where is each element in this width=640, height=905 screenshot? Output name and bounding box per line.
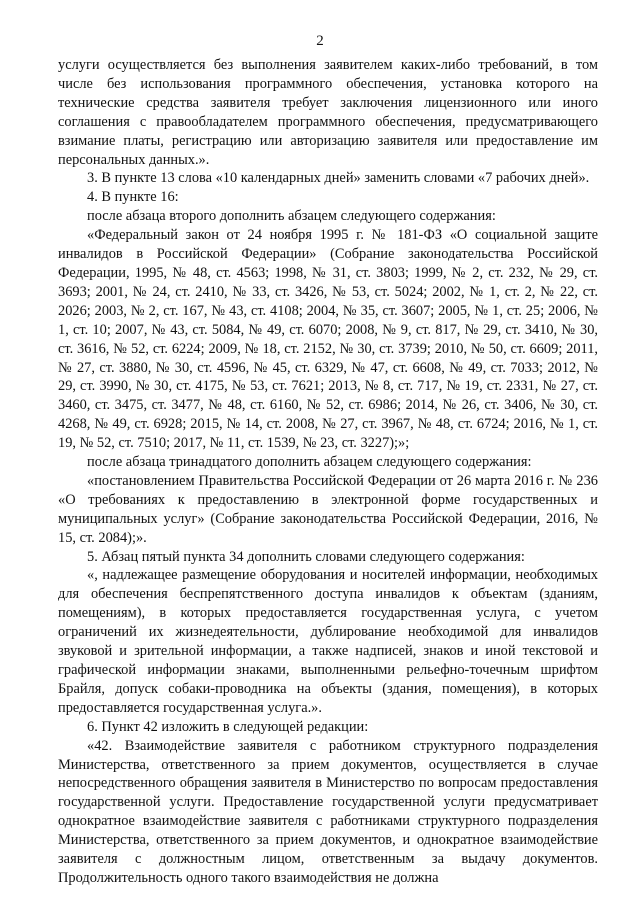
paragraph-federal-law-quote: «Федеральный закон от 24 ноября 1995 г. № 181-ФЗ «О социальной защите инвалидов в Российской Федерации» (Собрание законодательства Российской Федерации, 1995, № 48, ст. 4563; 1998, № 31, ст. 3803; 1999, № 2, ст. 232, № 29, ст. 3693; 2001, № 24, ст. 2410, № 33, ст. 3426, № 53, ст. 5024; 2002, № 1, ст. 2, № 22, ст. 2026; 2003, № 2, ст. 167, № 43, ст. 4108; 2004, № 35, ст. 3607; 2005, № 1, ст. 25; 2006, № 1, ст. 10; 2007, № 43, ст. 5084, № 49, ст. 6070; 2008, № 9, ст. 817, № 29, ст. 3410, № 30, ст. 3616, № 52, ст. 6224; 2009, № 18, ст. 2152, № 30, ст. 3739; 2010, № 50, ст. 6609; 2011, № 27, ст. 3880, № 30, ст. 4596, № 45, ст. 6329, № 47, ст. 6608, № 49, ст. 7033; 2012, № 29, ст. 3990, № 30, ст. 4175, № 53, ст. 7621; 2013, № 8, ст. 717, № 19, ст. 2331, № 27, ст. 3460, ст. 3475, ст. 3477, № 48, ст. 6160, № 52, ст. 6986; 2014, № 26, ст. 3406, № 30, ст. 4268, № 49, ст. 6928; 2015, № 14, ст. 2008, № 27, ст. 3967, № 48, ст. 6724; 2016, № 1, ст. 19, № 52, ст. 7510; 2017, № 11, ст. 1539, № 23, ст. 3227);»; — [58, 227, 598, 452]
page-number: 2 — [316, 33, 324, 49]
paragraph-accessibility-quote: «, надлежащее размещение оборудования и носителей информации, необходимых для обеспечения беспрепятственного доступа инвалидов к объектам (зданиям, помещениям), в которых предоставляется государственная услуга, с учетом ограничений их жизнедеятельности, дублирование необходимой для инвалидов звуковой и зрительной информации, а также надписей, знаков и иной текстовой и графической информации знаками, выполненными рельефно-точечным шрифтом Брайля, допуск собаки-проводника на объекты (здания, помещения), в которых предоставляется государственная услуга.». — [58, 567, 598, 716]
paragraph-continuation: услуги осуществляется без выполнения заявителем каких-либо требований, в том числе без использования программного обеспечения, установка которого на технические средства заявителя требует заключения лицензионного или иного соглашения с правообладателем программного обеспечения, предусматривающего взимание платы, регистрацию или авторизацию заявителя или предоставление им персональных данных.». — [58, 57, 598, 168]
paragraph-item-5: 5. Абзац пятый пункта 34 дополнить словами следующего содержания: — [87, 548, 525, 565]
paragraph-item-3: 3. В пункте 13 слова «10 календарных дней» заменить словами «7 рабочих дней». — [87, 170, 590, 187]
paragraph-government-decree-quote: «постановлением Правительства Российской Федерации от 26 марта 2016 г. № 236 «О требованиях к предоставлению в электронной форме государственных и муниципальных услуг» (Собрание законодательства Российской Федерации, 2016, № 15, ст. 2084);». — [58, 472, 598, 546]
paragraph-item-4: 4. В пункте 16: — [87, 189, 179, 206]
paragraph-item-4-instruction-2: после абзаца тринадцатого дополнить абзацем следующего содержания: — [87, 454, 532, 471]
paragraph-item-42-quote: «42. Взаимодействие заявителя с работником структурного подразделения Министерства, ответственного за прием документов, осуществляется в случае непосредственного обращения заявителя в Министерство по вопросам предоставления государственной услуги. Предоставление государственной услуги предусматривает однократное взаимодействие заявителя с работниками структурного подразделения Министерства, ответственного за прием документов, и однократное взаимодействие заявителя с должностным лицом, ответственным за выдачу документов. Продолжительность одного такого взаимодействия не должна — [58, 737, 598, 886]
paragraph-item-6: 6. Пункт 42 изложить в следующей редакции: — [87, 718, 369, 735]
paragraph-item-4-instruction-1: после абзаца второго дополнить абзацем следующего содержания: — [87, 208, 496, 225]
body-text — [58, 56, 598, 888]
